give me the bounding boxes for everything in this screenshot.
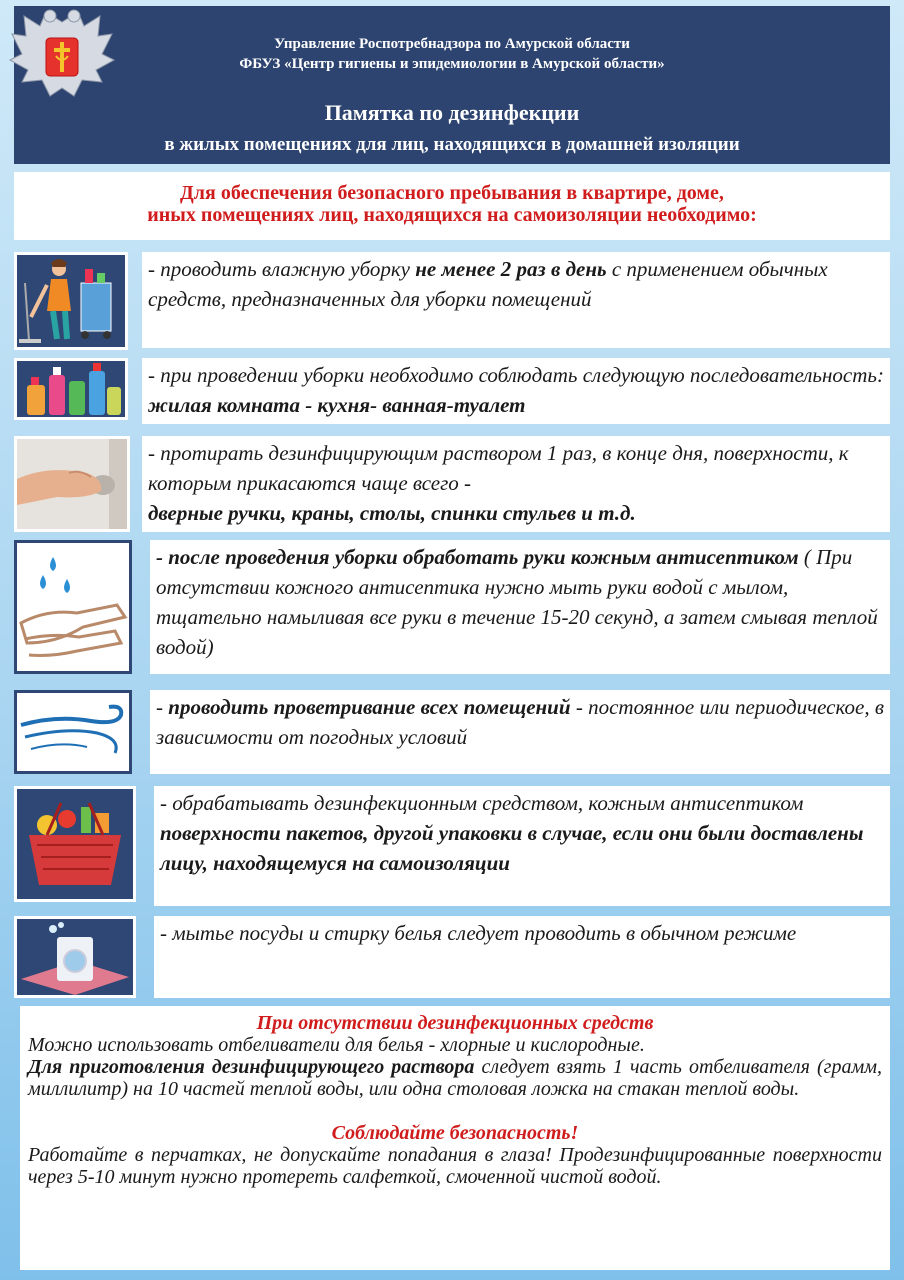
item-text: - обрабатывать дезинфекционным средством, кожным антисептиком поверхности пакетов, другой упаковки в случае, если они были доставлены лицу, находящемуся на самоизоляции xyxy=(154,786,890,906)
list-item xyxy=(14,690,890,774)
rospotrebnadzor-emblem-icon xyxy=(6,4,118,104)
page-subtitle: в жилых помещениях для лиц, находящихся в домашней изоляции xyxy=(164,134,740,155)
list-item xyxy=(14,252,890,352)
org-line-1: Управление Роспотребнадзора по Амурской области xyxy=(274,36,630,52)
shopping-basket-icon xyxy=(14,786,136,902)
intro-box xyxy=(14,172,890,240)
safety-text: Работайте в перчатках, не допускайте попадания в глаза! Продезинфицированные поверхности через 5-10 минут нужно протереть салфеткой, смоченной чистой водой. xyxy=(28,1144,882,1188)
header-banner xyxy=(14,6,890,164)
page-title: Памятка по дезинфекции xyxy=(324,100,580,125)
item-text: - протирать дезинфицирующим раствором 1 раз, в конце дня, поверхности, к которым прикасаются чаще всего - дверные ручки, краны, столы, спинки стульев и т.д. xyxy=(142,436,890,532)
absence-instruction: Для приготовления дезинфицирующего раствора следует взять 1 часть отбеливателя (грамм, миллилитр) на 10 частей теплой воды, или одна столовая ложка на стакан теплой воды. xyxy=(28,1056,882,1100)
hand-washing-icon xyxy=(14,540,132,674)
info-box xyxy=(20,1006,890,1270)
item-text: - после проведения уборки обработать руки кожным антисептиком ( При отсутствии кожного антисептика нужно мыть руки водой с мылом, тщательно намыливая все руки в течение 15-20 секунд, а затем смывая теплой водой) xyxy=(150,540,890,674)
intro-line-1: Для обеспечения безопасного пребывания в квартире, доме, xyxy=(180,182,724,204)
item-text: - мытье посуды и стирку белья следует проводить в обычном режиме xyxy=(154,916,890,998)
detergent-bottles-icon xyxy=(14,358,128,420)
list-item xyxy=(14,436,890,532)
absence-line-1: Можно использовать отбеливатели для белья - хлорные и кислородные. xyxy=(28,1034,645,1056)
item-text: - при проведении уборки необходимо соблюдать следующую последовательность: жилая комната - кухня- ванная-туалет xyxy=(142,358,890,424)
list-item xyxy=(14,916,890,998)
safety-title: Соблюдайте безопасность! xyxy=(331,1122,579,1144)
list-item xyxy=(14,786,890,906)
absence-title: При отсутствии дезинфекционных средств xyxy=(256,1012,654,1034)
door-handle-icon xyxy=(14,436,130,532)
intro-line-2: иных помещениях лиц, находящихся на самоизоляции необходимо: xyxy=(147,204,757,226)
list-item xyxy=(14,358,890,426)
cleaning-woman-icon xyxy=(14,252,128,350)
list-item xyxy=(14,540,890,674)
item-text: - проводить влажную уборку не менее 2 раз в день с применением обычных средств, предназначенных для уборки помещений xyxy=(142,252,890,348)
item-text: - проводить проветривание всех помещений - постоянное или периодическое, в зависимости от погодных условий xyxy=(150,690,890,774)
washing-machine-icon xyxy=(14,916,136,998)
org-line-2: ФБУЗ «Центр гигиены и эпидемиологии в Амурской области» xyxy=(239,56,665,72)
air-flow-icon xyxy=(14,690,132,774)
